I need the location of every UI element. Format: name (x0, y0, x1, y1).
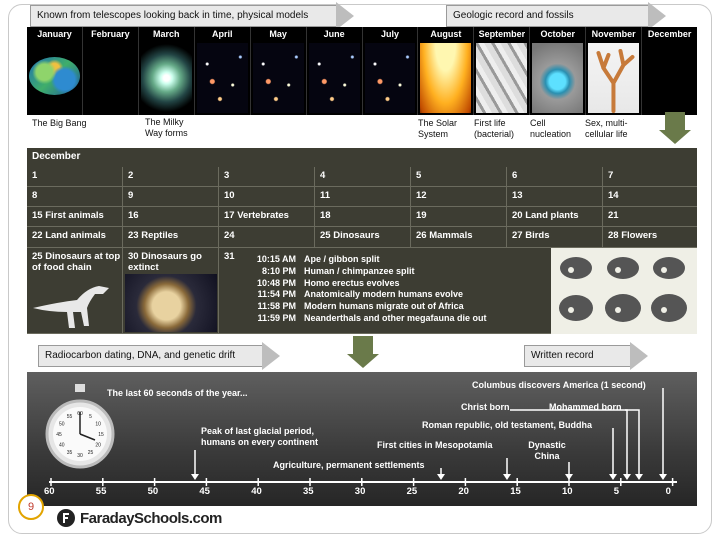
stopwatch-number: 45 (56, 432, 62, 438)
axis-tick-label: 35 (303, 486, 314, 497)
axis-tick-label: 55 (95, 486, 107, 497)
month-label: July (380, 29, 399, 39)
calendar-day: 23 Reptiles (123, 227, 219, 248)
calendar-day: 4 (315, 167, 411, 187)
caption-multicellular: Sex, multi-cellular life (585, 118, 628, 139)
banner-telescopes: Known from telescopes looking back in time, physical models (30, 5, 336, 27)
month-label: February (91, 29, 130, 39)
cell-nucleus-image (532, 43, 583, 113)
month-january (27, 27, 83, 115)
dark-space-image (85, 43, 136, 113)
month-december (642, 27, 697, 115)
event-row (246, 289, 487, 301)
dark-space-image (644, 43, 695, 113)
calendar-day: 11 (315, 187, 411, 207)
december-title: December (32, 151, 81, 162)
event-label: Anatomically modern humans evolve (304, 289, 464, 300)
stopwatch-number: 50 (59, 421, 65, 428)
caption-big-bang: The Big Bang (32, 118, 87, 128)
logo-text: FaradaySchools.com (80, 509, 222, 527)
event-label: Ape / gibbon split (304, 254, 380, 264)
stopwatch-number: 5 (89, 413, 92, 420)
axis-tick-label: 40 (251, 486, 262, 497)
december-31-events (246, 254, 487, 325)
stopwatch-number: 55 (66, 413, 73, 420)
event-glacial-peak: Peak of last glacial period, humans on every continent (201, 426, 319, 447)
deep-field-image (197, 43, 248, 113)
event-time: 11:58 PM (257, 301, 296, 312)
calendar-day: 6 (507, 167, 603, 187)
event-christ-born: Christ born (461, 402, 510, 412)
month-label: May (269, 29, 287, 39)
axis-tick-label: 50 (147, 486, 159, 497)
calendar-day: 5 (411, 167, 507, 187)
calendar-day: 15 First animals (27, 207, 123, 227)
coral-image (588, 43, 639, 113)
calendar-day: 3 (219, 167, 315, 187)
calendar-row (27, 207, 697, 227)
axis-tick-label: 25 (406, 486, 418, 497)
event-first-cities: First cities in Mesopotamia (377, 440, 493, 450)
calendar-day: 20 Land plants (507, 207, 603, 227)
axis-tick-label: 5 (613, 486, 620, 497)
caption-cell-nucleation: Cell nucleation (530, 118, 572, 139)
dinosaur-image (29, 278, 121, 332)
banner-geologic: Geologic record and fossils (446, 5, 648, 27)
last-60-seconds-timeline (27, 372, 697, 506)
event-row (246, 266, 487, 278)
caption-solar-system: The Solar System (418, 118, 458, 139)
page-number: 9 (18, 494, 44, 520)
stopwatch-number: 15 (98, 432, 104, 438)
dinosaur-icon (29, 278, 121, 332)
calendar-day: 18 (315, 207, 411, 227)
deep-field-image (365, 43, 416, 113)
event-row (246, 278, 487, 290)
calendar-row (27, 227, 697, 248)
axis-tick-label: 0 (665, 486, 671, 497)
month-strip (27, 27, 697, 115)
calendar-day: 9 (123, 187, 219, 207)
event-row (246, 301, 487, 313)
event-mohammed-born: Mohammed born (549, 402, 622, 412)
stopwatch-number: 35 (66, 450, 73, 457)
event-label: Neanderthals and other megafauna die out (304, 312, 487, 323)
month-label: September (478, 29, 526, 39)
calendar-day: 28 Flowers (603, 227, 697, 248)
stopwatch-number: 10 (95, 421, 101, 428)
month-august (418, 27, 474, 115)
axis-tick-label: 20 (458, 486, 469, 497)
event-time: 11:59 PM (257, 312, 296, 323)
calendar-day: 1 (27, 167, 123, 187)
calendar-day: 27 Birds (507, 227, 603, 248)
axis-tick-label: 15 (510, 486, 521, 497)
month-label: April (211, 29, 233, 39)
down-arrow-icon (353, 336, 373, 354)
stopwatch-number: 20 (95, 442, 101, 449)
month-april (195, 27, 251, 115)
deep-field-image (309, 43, 360, 113)
event-agriculture: Agriculture, permanent settlements (273, 460, 425, 470)
stopwatch-number: 25 (87, 450, 94, 457)
month-label: October (540, 29, 576, 39)
calendar-day: 17 Vertebrates (219, 207, 315, 227)
month-may (251, 27, 307, 115)
faraday-logo-icon (56, 508, 76, 528)
month-label: August (430, 29, 462, 39)
month-label: November (591, 29, 636, 39)
calendar-day: 14 (603, 187, 697, 207)
month-october (530, 27, 586, 115)
month-march (139, 27, 195, 115)
event-time: 11:54 PM (257, 289, 296, 300)
calendar-day: 10 (219, 187, 315, 207)
axis-tick-label: 10 (562, 486, 573, 497)
calendar-day: 25 Dinosaurs (315, 227, 411, 248)
deep-field-image (253, 43, 304, 113)
event-time: 8:10 PM (261, 265, 296, 276)
day-31-label: 31 (224, 251, 235, 262)
bacteria-image (476, 43, 527, 113)
month-november (586, 27, 642, 115)
stopwatch-number: 30 (77, 453, 83, 459)
calendar-day: 16 (123, 207, 219, 227)
month-label: June (323, 29, 345, 39)
calendar-day: 21 (603, 207, 697, 227)
event-row (246, 254, 487, 266)
month-june (307, 27, 363, 115)
banner-written-record: Written record (524, 345, 630, 367)
event-label: Homo erectus evolves (304, 277, 400, 288)
calendar-row (27, 167, 697, 187)
day-30-label: 30 Dinosaurs go extinct (128, 251, 202, 273)
banner-radiocarbon: Radiocarbon dating, DNA, and genetic drift (38, 345, 262, 367)
faraday-logo (56, 508, 222, 528)
caption-first-life: First life (bacterial) (474, 118, 515, 139)
event-time: 10:48 PM (256, 277, 296, 288)
month-july (363, 27, 419, 115)
coral-icon (588, 43, 639, 113)
day-29-label: 25 Dinosaurs at top of food chain (32, 251, 121, 273)
calendar-row (27, 187, 697, 207)
skulls-icon (551, 248, 697, 334)
event-columbus: Columbus discovers America (1 second) (472, 380, 646, 390)
axis-tick-label: 45 (199, 486, 210, 497)
cmb-map-image (29, 57, 80, 95)
axis-tick-label: 30 (354, 486, 366, 497)
calendar-day: 2 (123, 167, 219, 187)
calendar-day: 26 Mammals (411, 227, 507, 248)
event-roman-republic: Roman republic, old testament, Buddha (422, 420, 593, 430)
calendar-day: 8 (27, 187, 123, 207)
calendar-day: 19 (411, 207, 507, 227)
event-label: Human / chimpanzee split (304, 265, 415, 276)
axis-tick-label: 60 (44, 486, 55, 497)
calendar-day: 22 Land animals (27, 227, 123, 248)
event-time: 10:15 AM (256, 254, 296, 264)
spiral-galaxy-image (141, 43, 192, 113)
skulls-image (551, 248, 697, 334)
caption-milky-way: The Milky Way forms (145, 117, 188, 138)
calendar-day: 24 (219, 227, 315, 248)
asteroid-image (125, 274, 217, 332)
month-september (474, 27, 530, 115)
timeline-title: The last 60 seconds of the year... (107, 388, 248, 398)
down-arrow-icon (665, 112, 685, 130)
calendar-day: 13 (507, 187, 603, 207)
event-label: Modern humans migrate out of Africa (304, 301, 464, 312)
month-label: January (37, 29, 72, 39)
month-february (83, 27, 139, 115)
event-row (246, 313, 487, 325)
month-label: December (647, 29, 692, 39)
calendar-day: 7 (603, 167, 697, 187)
month-label: March (153, 29, 180, 39)
event-dynastic-china: Dynastic China (528, 440, 566, 461)
stopwatch-number: 40 (59, 442, 65, 449)
stopwatch-number: 60 (77, 411, 83, 417)
calendar-day: 12 (411, 187, 507, 207)
sun-planets-image (420, 43, 471, 113)
